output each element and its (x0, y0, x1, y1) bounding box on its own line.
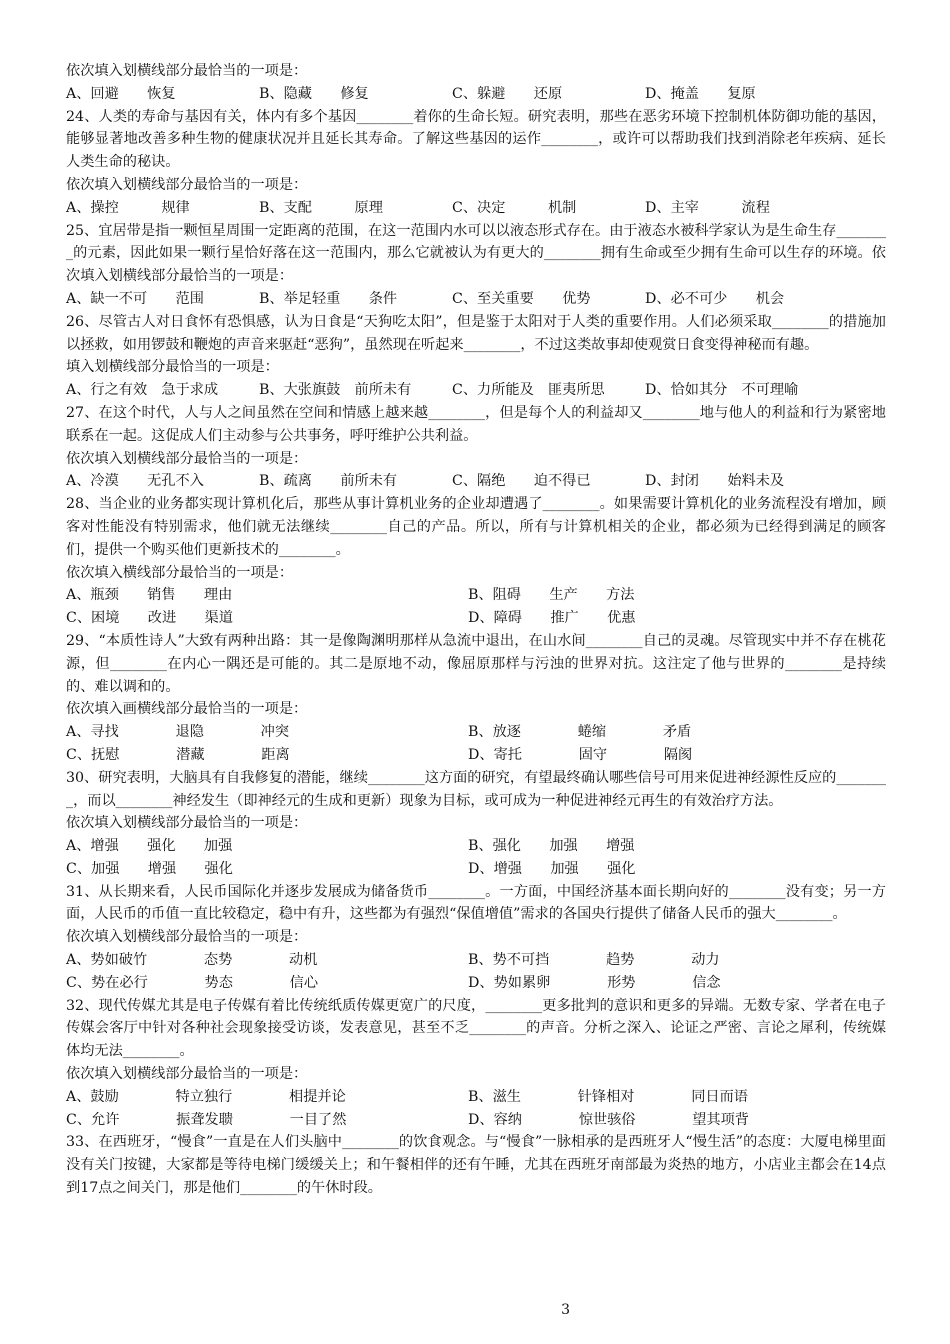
question-30: 30、研究表明，大脑具有自我修复的潜能，继续________这方面的研究，有望最终确认哪些信号可用来促进神经源性反应的________，而以________神经发生（即神经元的生成和更新）现象为目标，或可成为一种促进神经元再生的有效治疗方法。 (66, 769, 886, 809)
answer-options (66, 197, 886, 220)
document-page (66, 60, 886, 1200)
option-a: A、增强 强化 加强 (66, 838, 233, 855)
answer-options (66, 858, 886, 881)
option-a: A、缺一不可 范围 (66, 290, 204, 307)
option-c: C、允许 振聋发聩 一目了然 (66, 1111, 347, 1128)
question-27: 27、在这个时代，人与人之间虽然在空间和情感上越来越________，但是每个人的利益却又________地与他人的利益和行为紧密地联系在一起。这促成人们主动参与公共事务，呼吁维护公共利益。 (66, 404, 886, 444)
question-29: 29、“本质性诗人”大致有两种出路：其一是像陶渊明那样从急流中退出，在山水间________自己的灵魂。尽管现实中并不存在桃花源，但________在内心一隅还是可能的。其二是原地不动，像屈原那样与污浊的世界对抗。这注定了他与世界的________是持续的、难以调和的。 (66, 632, 886, 695)
option-a: A、鼓励 特立独行 相提并论 (66, 1088, 346, 1105)
option-a: A、操控 规律 (66, 199, 190, 216)
question-prompt: 依次填入画横线部分最恰当的一项是： (66, 701, 308, 718)
option-b: B、举足轻重 条件 (259, 290, 398, 307)
option-c: C、躲避 还原 (452, 85, 563, 102)
answer-options (66, 470, 886, 493)
option-b: B、大张旗鼓 前所未有 (259, 382, 412, 399)
option-a: A、回避 恢复 (66, 85, 176, 102)
option-d: D、增强 加强 强化 (468, 860, 636, 877)
question-32: 32、现代传媒尤其是电子传媒有着比传统纸质传媒更宽广的尺度，________更多批判的意识和更多的异端。无数专家、学者在电子传媒会客厅中针对各种社会现象接受访谈，发表意见，甚至不乏________的声音。分析之深入、论证之严密、言论之犀利，传统媒体均无法________。 (66, 997, 886, 1060)
page-number: 3 (561, 1302, 570, 1318)
option-d: D、必不可少 机会 (645, 290, 785, 307)
option-b: B、强化 加强 增强 (468, 838, 635, 855)
question-26: 26、尽管古人对日食怀有恐惧感，认为日食是“天狗吃太阳”，但是鉴于太阳对于人类的重要作用。人们必须采取________的措施加以拯救，如用锣鼓和鞭炮的声音来驱赶“恶狗”，虽然现在听起来________，不过这类故事却使观赏日食变得神秘而有趣。 (66, 313, 886, 353)
option-d: D、障碍 推广 优惠 (468, 610, 636, 627)
option-c: C、抚慰 潜藏 距离 (66, 746, 290, 763)
question-prompt: 依次填入划横线部分最恰当的一项是： (66, 1066, 308, 1083)
question-25: 25、宜居带是指一颗恒星周围一定距离的范围，在这一范围内水可以以液态形式存在。由于液态水被科学家认为是生命生存________的元素，因此如果一颗行星恰好落在这一范围内，那么它就被认为有更大的________拥有生命或至少拥有生命可以生存的环境。依次填入划横线部分最恰当的一项是： (66, 222, 886, 285)
option-d: D、恰如其分 不可理喻 (645, 382, 799, 399)
question-prompt: 依次填入横线部分最恰当的一项是： (66, 564, 294, 581)
option-b: B、阻碍 生产 方法 (468, 587, 635, 604)
option-d: D、容纳 惊世骇俗 望其项背 (468, 1111, 749, 1128)
question-prompt: 依次填入划横线部分最恰当的一项是： (66, 176, 308, 193)
option-a: A、势如破竹 态势 动机 (66, 952, 318, 969)
answer-options (66, 607, 886, 630)
option-b: B、支配 原理 (259, 199, 383, 216)
question-prompt: 依次填入划横线部分最恰当的一项是： (66, 815, 308, 832)
answer-options (66, 584, 886, 607)
option-a: A、行之有效 急于求成 (66, 382, 219, 399)
option-c: C、决定 机制 (452, 199, 577, 216)
question-prompt: 依次填入划横线部分最恰当的一项是： (66, 929, 308, 946)
option-b: B、放逐 蜷缩 矛盾 (468, 724, 692, 741)
option-a: A、寻找 退隐 冲突 (66, 724, 290, 741)
answer-options (66, 744, 886, 767)
option-d: D、势如累卵 形势 信念 (468, 974, 721, 991)
answer-options (66, 1086, 886, 1109)
option-c: C、势在必行 势态 信心 (66, 974, 319, 991)
option-b: B、势不可挡 趋势 动力 (468, 952, 720, 969)
question-prompt: 填入划横线部分最恰当的一项是： (66, 359, 279, 376)
option-b: B、隐藏 修复 (259, 85, 369, 102)
option-d: D、掩盖 复原 (645, 85, 756, 102)
question-31: 31、从长期来看，人民币国际化并逐步发展成为储备货币________。一方面，中国经济基本面长期向好的________没有变；另一方面，人民币的币值一直比较稳定，稳中有升，这些都为有强烈“保值增值”需求的各国央行提供了储备人民币的强大________。 (66, 883, 886, 923)
answer-options (66, 1109, 886, 1132)
answer-options (66, 835, 886, 858)
question-prompt: 依次填入划横线部分最恰当的一项是： (66, 63, 308, 79)
answer-options (66, 949, 886, 972)
question-28: 28、当企业的业务都实现计算机化后，那些从事计算机业务的企业却遭遇了________。如果需要计算机化的业务流程没有增加，顾客对性能没有特别需求，他们就无法继续________自己的产品。所以，所有与计算机相关的企业，都必须为已经得到满足的顾客们，提供一个购买他们更新技术的________。 (66, 496, 886, 558)
option-c: C、加强 增强 强化 (66, 860, 233, 877)
answer-options (66, 721, 886, 744)
option-c: C、至关重要 优势 (452, 290, 591, 307)
answer-options (66, 83, 886, 106)
answer-options (66, 288, 886, 311)
option-b: B、滋生 针锋相对 同日而语 (468, 1088, 748, 1105)
answer-options (66, 379, 886, 402)
option-d: D、寄托 固守 隔阂 (468, 746, 693, 763)
option-a: A、瓶颈 销售 理由 (66, 587, 233, 604)
option-c: C、困境 改进 渠道 (66, 610, 233, 627)
option-a: A、冷漠 无孔不入 (66, 473, 204, 490)
question-24: 24、人类的寿命与基因有关，体内有多个基因________着你的生命长短。研究表明，那些在恶劣环境下控制机体防御功能的基因，能够显著地改善多种生物的健康状况并且延长其寿命。了解这些基因的运作________，或许可以帮助我们找到消除老年疾病、延长人类生命的秘诀。 (66, 108, 886, 171)
option-b: B、疏离 前所未有 (259, 473, 398, 490)
answer-options (66, 972, 886, 995)
option-c: C、隔绝 迫不得已 (452, 473, 591, 490)
option-d: D、封闭 始料未及 (645, 473, 785, 490)
question-prompt: 依次填入划横线部分最恰当的一项是： (66, 450, 308, 467)
option-c: C、力所能及 匪夷所思 (452, 382, 605, 399)
option-d: D、主宰 流程 (645, 199, 770, 216)
question-33: 33、在西班牙，“慢食”一直是在人们头脑中________的饮食观念。与“慢食”一脉相承的是西班牙人“慢生活”的态度：大厦电梯里面没有关门按键，大家都是等待电梯门缓缓关上；和午餐相伴的还有午睡，尤其在西班牙南部最为炎热的地方，小店业主都会在14点到17点之间关门，那是他们________的午休时段。 (66, 1134, 886, 1197)
